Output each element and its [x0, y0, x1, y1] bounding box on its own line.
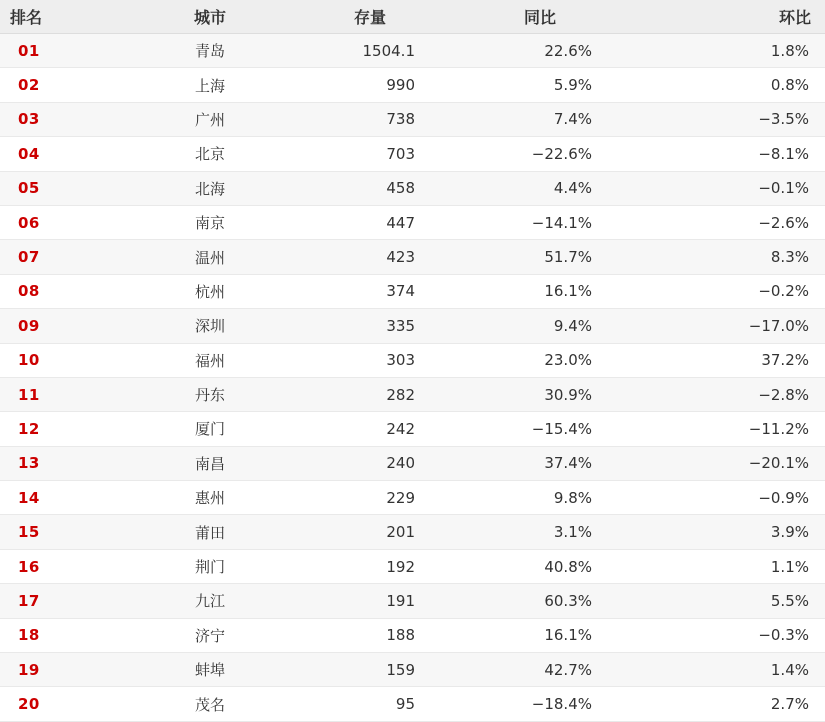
table-body	[0, 34, 825, 722]
table-row	[0, 274, 825, 308]
table-row	[0, 240, 825, 274]
table-row	[0, 309, 825, 343]
table-row	[0, 412, 825, 446]
cell-rank: 07	[0, 240, 130, 274]
cell-rank: 08	[0, 274, 130, 308]
column-header-city: 城市	[130, 0, 290, 34]
cell-rank: 06	[0, 205, 130, 239]
cell-stock: 191	[290, 584, 450, 618]
cell-city: 蚌埠	[130, 653, 290, 687]
table-header-row	[0, 0, 825, 34]
cell-rank: 03	[0, 102, 130, 136]
cell-rank: 01	[0, 34, 130, 68]
cell-city: 荆门	[130, 549, 290, 583]
column-header-mom: 环比	[630, 0, 825, 34]
cell-mom: −2.8%	[630, 377, 825, 411]
cell-mom: 1.1%	[630, 549, 825, 583]
cell-yoy: 9.8%	[450, 481, 630, 515]
cell-mom: −3.5%	[630, 102, 825, 136]
cell-mom: 3.9%	[630, 515, 825, 549]
cell-city: 惠州	[130, 481, 290, 515]
cell-stock: 282	[290, 377, 450, 411]
cell-city: 北京	[130, 137, 290, 171]
cell-yoy: 60.3%	[450, 584, 630, 618]
cell-yoy: 9.4%	[450, 309, 630, 343]
column-header-stock: 存量	[290, 0, 450, 34]
cell-city: 济宁	[130, 618, 290, 652]
column-header-yoy: 同比	[450, 0, 630, 34]
table-row	[0, 446, 825, 480]
cell-mom: −8.1%	[630, 137, 825, 171]
cell-mom: 1.4%	[630, 653, 825, 687]
table-row	[0, 618, 825, 652]
cell-stock: 240	[290, 446, 450, 480]
table-row	[0, 137, 825, 171]
table-row	[0, 205, 825, 239]
cell-stock: 374	[290, 274, 450, 308]
cell-mom: −11.2%	[630, 412, 825, 446]
cell-rank: 04	[0, 137, 130, 171]
cell-rank: 11	[0, 377, 130, 411]
cell-city: 丹东	[130, 377, 290, 411]
cell-yoy: 16.1%	[450, 618, 630, 652]
cell-city: 上海	[130, 68, 290, 102]
table-row	[0, 377, 825, 411]
cell-city: 温州	[130, 240, 290, 274]
cell-mom: 5.5%	[630, 584, 825, 618]
cell-city: 南京	[130, 205, 290, 239]
cell-yoy: 40.8%	[450, 549, 630, 583]
cell-mom: 8.3%	[630, 240, 825, 274]
table-header	[0, 0, 825, 34]
cell-stock: 447	[290, 205, 450, 239]
cell-mom: 2.7%	[630, 687, 825, 721]
cell-yoy: 23.0%	[450, 343, 630, 377]
cell-rank: 15	[0, 515, 130, 549]
cell-stock: 303	[290, 343, 450, 377]
cell-stock: 95	[290, 687, 450, 721]
cell-stock: 335	[290, 309, 450, 343]
table-row	[0, 687, 825, 721]
cell-city: 厦门	[130, 412, 290, 446]
table-row	[0, 481, 825, 515]
cell-stock: 458	[290, 171, 450, 205]
table-row	[0, 34, 825, 68]
table-row	[0, 515, 825, 549]
cell-city: 青岛	[130, 34, 290, 68]
cell-rank: 17	[0, 584, 130, 618]
cell-stock: 242	[290, 412, 450, 446]
cell-mom: 1.8%	[630, 34, 825, 68]
cell-mom: −0.3%	[630, 618, 825, 652]
cell-rank: 16	[0, 549, 130, 583]
cell-yoy: 37.4%	[450, 446, 630, 480]
cell-city: 杭州	[130, 274, 290, 308]
cell-yoy: 3.1%	[450, 515, 630, 549]
cell-mom: −0.9%	[630, 481, 825, 515]
cell-stock: 703	[290, 137, 450, 171]
cell-rank: 18	[0, 618, 130, 652]
column-header-rank: 排名	[0, 0, 130, 34]
cell-city: 南昌	[130, 446, 290, 480]
cell-mom: 37.2%	[630, 343, 825, 377]
cell-mom: −0.1%	[630, 171, 825, 205]
cell-stock: 738	[290, 102, 450, 136]
cell-yoy: 4.4%	[450, 171, 630, 205]
cell-yoy: 42.7%	[450, 653, 630, 687]
table-row	[0, 68, 825, 102]
cell-stock: 1504.1	[290, 34, 450, 68]
cell-yoy: −15.4%	[450, 412, 630, 446]
cell-stock: 229	[290, 481, 450, 515]
cell-yoy: 5.9%	[450, 68, 630, 102]
cell-rank: 20	[0, 687, 130, 721]
cell-mom: −2.6%	[630, 205, 825, 239]
cell-mom: −17.0%	[630, 309, 825, 343]
cell-stock: 159	[290, 653, 450, 687]
cell-city: 莆田	[130, 515, 290, 549]
cell-mom: −0.2%	[630, 274, 825, 308]
cell-stock: 423	[290, 240, 450, 274]
table-row	[0, 653, 825, 687]
cell-rank: 09	[0, 309, 130, 343]
cell-yoy: −22.6%	[450, 137, 630, 171]
cell-stock: 188	[290, 618, 450, 652]
table-row	[0, 171, 825, 205]
cell-mom: −20.1%	[630, 446, 825, 480]
cell-stock: 192	[290, 549, 450, 583]
cell-rank: 14	[0, 481, 130, 515]
cell-rank: 19	[0, 653, 130, 687]
cell-city: 深圳	[130, 309, 290, 343]
cell-rank: 12	[0, 412, 130, 446]
cell-yoy: 51.7%	[450, 240, 630, 274]
cell-city: 福州	[130, 343, 290, 377]
cell-rank: 05	[0, 171, 130, 205]
cell-city: 北海	[130, 171, 290, 205]
cell-yoy: −14.1%	[450, 205, 630, 239]
cell-rank: 02	[0, 68, 130, 102]
table-row	[0, 343, 825, 377]
cell-yoy: 30.9%	[450, 377, 630, 411]
cell-yoy: 7.4%	[450, 102, 630, 136]
cell-yoy: 22.6%	[450, 34, 630, 68]
cell-city: 茂名	[130, 687, 290, 721]
table-row	[0, 549, 825, 583]
cell-stock: 201	[290, 515, 450, 549]
cell-city: 广州	[130, 102, 290, 136]
table-row	[0, 102, 825, 136]
cell-yoy: −18.4%	[450, 687, 630, 721]
table-row	[0, 584, 825, 618]
cell-mom: 0.8%	[630, 68, 825, 102]
cell-yoy: 16.1%	[450, 274, 630, 308]
cell-rank: 13	[0, 446, 130, 480]
cell-rank: 10	[0, 343, 130, 377]
cell-stock: 990	[290, 68, 450, 102]
cell-city: 九江	[130, 584, 290, 618]
